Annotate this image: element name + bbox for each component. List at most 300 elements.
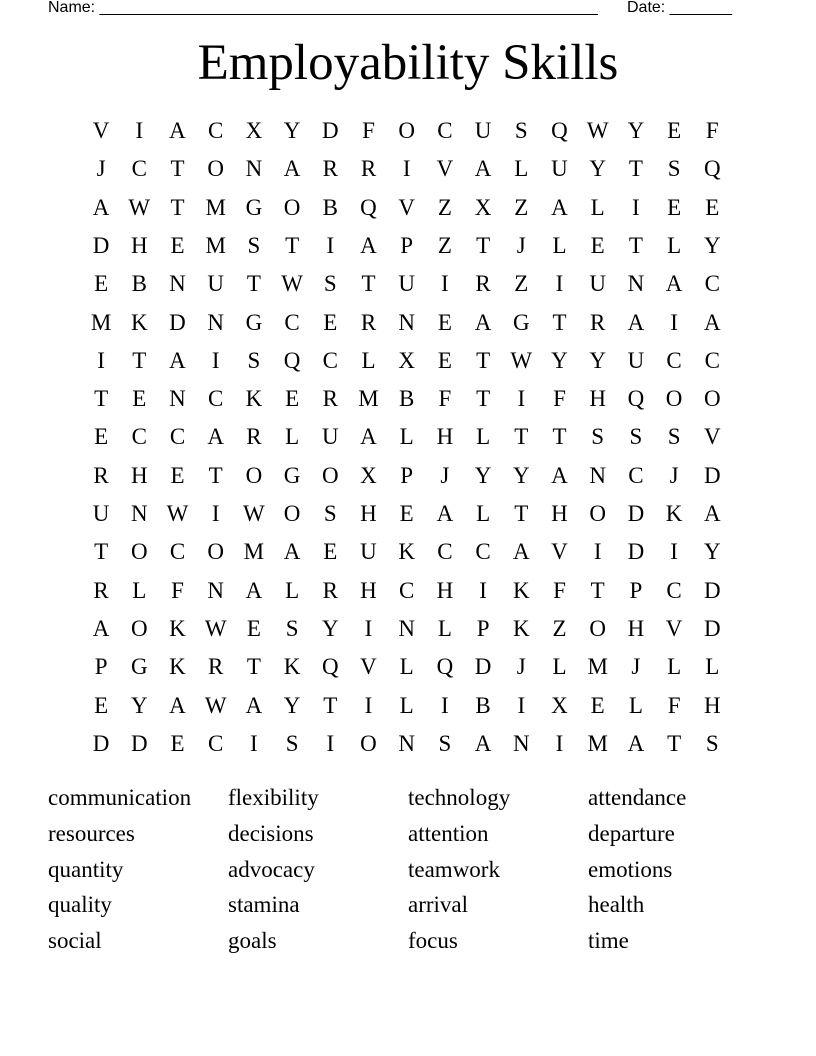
grid-letter: B — [399, 386, 415, 412]
grid-letter: L — [552, 232, 567, 258]
grid-letter: Z — [437, 232, 452, 258]
grid-letter: O — [665, 386, 683, 412]
grid-letter: Q — [703, 156, 721, 182]
grid-letter: E — [323, 309, 338, 335]
grid-letter: W — [204, 692, 227, 718]
grid-letter: T — [476, 347, 491, 373]
grid-letter: D — [474, 654, 492, 680]
grid-letter: E — [285, 386, 300, 412]
name-field: Name: ________________________________________________________ — [48, 0, 598, 16]
grid-letter: C — [704, 347, 720, 373]
grid-letter: T — [667, 730, 682, 756]
grid-letter: C — [437, 539, 453, 565]
grid-letter: S — [514, 118, 528, 143]
grid-letter: W — [166, 501, 189, 526]
grid-letter: I — [250, 730, 258, 756]
word-bank-item: resources — [48, 820, 135, 846]
grid-letter: T — [246, 271, 261, 297]
grid-letter: M — [205, 194, 226, 220]
grid-letter: W — [510, 347, 533, 373]
grid-letter: O — [360, 730, 377, 756]
word-bank-item: advocacy — [228, 856, 315, 882]
grid-letter: O — [398, 118, 415, 143]
grid-letter: N — [627, 271, 645, 297]
grid-letter: X — [551, 692, 568, 718]
grid-letter: D — [169, 309, 186, 335]
grid-letter: I — [441, 271, 449, 297]
grid-letter: D — [627, 501, 645, 526]
word-bank-column — [48, 780, 191, 959]
grid-letter: A — [207, 424, 224, 450]
grid-letter: U — [207, 271, 224, 297]
grid-letter: A — [283, 539, 301, 565]
grid-letter: F — [553, 386, 566, 412]
grid-letter: H — [627, 615, 645, 641]
grid-letter: Z — [552, 615, 567, 641]
grid-letter: A — [169, 692, 186, 718]
word-bank-item: emotions — [588, 856, 673, 882]
grid-letter: O — [130, 539, 148, 565]
grid-letter: W — [281, 271, 303, 297]
grid-letter: R — [322, 577, 338, 603]
grid-letter: E — [667, 118, 682, 143]
grid-letter: S — [323, 271, 337, 297]
grid-letter: E — [132, 386, 147, 412]
grid-letter: I — [135, 118, 144, 143]
grid-letter: E — [323, 539, 338, 565]
grid-letter: P — [476, 615, 490, 641]
word-bank-item: health — [588, 892, 645, 918]
grid-letter: R — [360, 309, 377, 335]
grid-letter: K — [512, 577, 530, 603]
grid-letter: O — [589, 501, 606, 526]
word-bank-item: flexibility — [228, 785, 319, 810]
grid-letter: V — [665, 615, 683, 641]
grid-letter: L — [399, 692, 414, 718]
grid-letter: A — [360, 232, 377, 258]
grid-letter: V — [703, 424, 721, 450]
grid-letter: O — [245, 462, 263, 488]
grid-letter: O — [130, 615, 148, 641]
grid-letter: N — [207, 309, 224, 335]
grid-letter: D — [703, 615, 721, 641]
grid-letter: D — [92, 232, 110, 258]
grid-letter: T — [170, 156, 185, 182]
grid-letter: E — [437, 347, 452, 373]
grid-letter: Q — [321, 654, 339, 680]
grid-letter: I — [364, 692, 373, 718]
grid-letter: D — [703, 577, 721, 603]
grid-letter: G — [512, 309, 530, 335]
grid-letter: S — [438, 730, 452, 756]
grid-letter: A — [703, 501, 721, 526]
grid-letter: L — [132, 577, 147, 603]
grid-letter: A — [245, 692, 263, 718]
grid-letter: E — [246, 615, 261, 641]
word-bank-item: arrival — [408, 892, 469, 918]
grid-letter: K — [245, 386, 263, 412]
grid-letter: H — [130, 462, 148, 488]
grid-letter: J — [516, 654, 526, 680]
grid-letter: L — [705, 654, 720, 680]
grid-letter: I — [211, 501, 220, 526]
grid-letter: A — [169, 118, 186, 143]
grid-letter: A — [551, 194, 568, 220]
grid-letter: T — [476, 232, 491, 258]
grid-letter: F — [362, 118, 375, 143]
grid-letter: A — [92, 615, 110, 641]
grid-letter: C — [169, 424, 186, 450]
word-bank-item: quality — [48, 892, 112, 918]
grid-letter: X — [245, 118, 263, 143]
grid-letter: I — [593, 539, 602, 565]
grid-letter: I — [479, 577, 487, 603]
grid-letter: A — [474, 730, 492, 756]
word-bank-item: time — [588, 928, 629, 954]
grid-letter: C — [666, 577, 682, 603]
grid-letter: I — [670, 309, 678, 335]
grid-letter: T — [361, 271, 376, 297]
grid-letter: M — [587, 654, 608, 680]
grid-letter: L — [514, 156, 529, 182]
grid-letter: T — [246, 654, 261, 680]
grid-letter: O — [207, 156, 224, 182]
grid-letter: W — [128, 194, 151, 220]
grid-letter: B — [131, 271, 147, 297]
grid-letter: S — [667, 156, 681, 182]
grid-letter: Y — [321, 615, 339, 641]
grid-letter: E — [705, 194, 720, 220]
grid-letter: R — [360, 156, 377, 182]
grid-letter: F — [553, 577, 566, 603]
grid-letter: A — [512, 539, 530, 565]
grid-letter: C — [666, 347, 682, 373]
grid-letter: W — [243, 501, 265, 526]
grid-letter: C — [208, 730, 224, 756]
grid-letter: U — [589, 271, 606, 297]
grid-letter: W — [586, 118, 609, 143]
grid-letter: C — [322, 347, 338, 373]
grid-letter: A — [627, 309, 645, 335]
grid-letter: T — [94, 386, 109, 412]
grid-letter: K — [512, 615, 530, 641]
grid-letter: O — [321, 462, 339, 488]
grid-letter: F — [667, 692, 681, 718]
grid-letter: E — [170, 462, 185, 488]
grid-letter: V — [398, 194, 415, 220]
grid-letter: T — [590, 577, 605, 603]
grid-letter: L — [399, 654, 414, 680]
grid-letter: O — [283, 501, 301, 526]
grid-letter: J — [440, 462, 450, 488]
grid-letter: C — [284, 309, 300, 335]
grid-letter: I — [326, 232, 335, 258]
grid-letter: N — [245, 156, 263, 182]
grid-letter: F — [438, 386, 452, 412]
grid-letter: L — [552, 654, 567, 680]
grid-letter: N — [589, 462, 606, 488]
grid-letter: H — [589, 386, 606, 412]
grid-letter: A — [436, 501, 454, 526]
grid-letter: N — [398, 615, 415, 641]
grid-letter: Y — [474, 462, 492, 488]
grid-letter: V — [551, 539, 568, 565]
grid-letter: A — [169, 347, 186, 373]
grid-letter: I — [211, 347, 220, 373]
grid-letter: S — [247, 347, 261, 373]
grid-letter: H — [360, 501, 377, 526]
grid-letter: G — [283, 462, 301, 488]
grid-letter: K — [398, 539, 415, 565]
grid-letter: J — [516, 232, 526, 258]
grid-letter: H — [130, 232, 148, 258]
grid-letter: Z — [437, 194, 452, 220]
grid-letter: T — [208, 462, 223, 488]
grid-letter: E — [667, 194, 682, 220]
grid-letter: T — [170, 194, 185, 220]
word-bank-column — [588, 780, 686, 959]
grid-letter: L — [628, 692, 643, 718]
grid-letter: M — [587, 730, 608, 756]
grid-letter: X — [474, 194, 492, 220]
grid-letter: V — [92, 118, 110, 143]
word-bank-item: decisions — [228, 820, 314, 846]
grid-letter: U — [627, 347, 645, 373]
word-bank-column — [408, 780, 510, 959]
grid-letter: O — [703, 386, 721, 412]
grid-letter: T — [132, 347, 147, 373]
grid-letter: A — [360, 424, 377, 450]
grid-letter: Z — [514, 271, 529, 297]
grid-letter: D — [703, 462, 721, 488]
grid-letter: I — [517, 692, 526, 718]
grid-letter: N — [130, 501, 148, 526]
grid-letter: E — [399, 501, 414, 526]
grid-letter: O — [589, 615, 606, 641]
word-bank-item: departure — [588, 820, 675, 846]
grid-letter: I — [632, 194, 640, 220]
grid-letter: C — [208, 386, 224, 412]
grid-letter: E — [170, 232, 185, 258]
grid-letter: N — [512, 730, 530, 756]
grid-letter: U — [92, 501, 110, 526]
grid-letter: L — [399, 424, 414, 450]
grid-letter: D — [92, 730, 110, 756]
grid-letter: I — [555, 271, 564, 297]
grid-letter: R — [93, 577, 109, 603]
grid-letter: H — [360, 577, 377, 603]
grid-letter: E — [590, 692, 605, 718]
grid-letter: R — [590, 309, 606, 335]
grid-letter: A — [703, 309, 721, 335]
grid-letter: Y — [627, 118, 645, 143]
grid-letter: L — [285, 577, 300, 603]
word-bank-item: focus — [408, 928, 458, 954]
grid-letter: Z — [514, 194, 529, 220]
grid-letter: T — [514, 501, 529, 526]
grid-letter: D — [321, 118, 339, 143]
grid-letter: P — [400, 232, 414, 258]
grid-letter: T — [628, 232, 643, 258]
grid-letter: J — [631, 654, 641, 680]
grid-letter: K — [130, 309, 148, 335]
grid-letter: N — [398, 730, 415, 756]
grid-letter: Q — [627, 386, 645, 412]
grid-letter: R — [322, 386, 338, 412]
grid-letter: Y — [589, 347, 606, 373]
grid-letter: J — [669, 462, 679, 488]
grid-letter: I — [97, 347, 105, 373]
grid-letter: R — [475, 271, 491, 297]
word-bank-item: teamwork — [408, 856, 500, 882]
grid-letter: G — [130, 654, 148, 680]
grid-letter: Y — [130, 692, 148, 718]
grid-letter: N — [207, 577, 224, 603]
grid-letter: P — [94, 654, 108, 680]
grid-letter: K — [283, 654, 301, 680]
grid-letter: Y — [703, 539, 721, 565]
grid-letter: A — [474, 156, 492, 182]
grid-letter: L — [476, 424, 491, 450]
grid-letter: P — [629, 577, 643, 603]
grid-letter: T — [323, 692, 338, 718]
grid-letter: W — [204, 615, 227, 641]
grid-letter: K — [169, 654, 186, 680]
grid-letter: L — [476, 501, 491, 526]
grid-letter: C — [437, 118, 453, 143]
grid-letter: P — [400, 462, 414, 488]
grid-letter: C — [704, 271, 720, 297]
grid-letter: I — [326, 730, 335, 756]
grid-letter: E — [170, 730, 185, 756]
grid-letter: O — [283, 194, 301, 220]
grid-letter: G — [245, 309, 263, 335]
grid-letter: I — [364, 615, 373, 641]
grid-letter: A — [474, 309, 492, 335]
grid-letter: S — [591, 424, 605, 450]
grid-letter: M — [90, 309, 112, 335]
grid-letter: D — [627, 539, 645, 565]
grid-letter: I — [555, 730, 564, 756]
grid-letter: Y — [512, 462, 530, 488]
grid-letter: I — [670, 539, 678, 565]
grid-letter: A — [551, 462, 568, 488]
grid-letter: T — [514, 424, 529, 450]
grid-letter: R — [322, 156, 338, 182]
word-bank-item: attention — [408, 820, 489, 846]
grid-letter: T — [552, 309, 567, 335]
word-bank-item: goals — [228, 928, 277, 954]
grid-letter: C — [475, 539, 491, 565]
grid-letter: C — [131, 424, 147, 450]
grid-letter: N — [398, 309, 415, 335]
grid-letter: H — [436, 424, 454, 450]
grid-letter: A — [283, 156, 301, 182]
grid-letter: U — [551, 156, 568, 182]
grid-letter: C — [399, 577, 415, 603]
grid-letter: S — [285, 615, 299, 641]
grid-letter: I — [517, 386, 526, 412]
word-bank-item: technology — [408, 785, 511, 810]
grid-letter: H — [551, 501, 568, 526]
grid-letter: Y — [283, 692, 301, 718]
grid-letter: H — [436, 577, 454, 603]
grid-letter: Y — [703, 232, 721, 258]
grid-letter: L — [437, 615, 452, 641]
grid-letter: E — [437, 309, 452, 335]
grid-letter: B — [322, 194, 338, 220]
grid-letter: A — [245, 577, 263, 603]
grid-letter: L — [361, 347, 376, 373]
grid-letter: Q — [283, 347, 301, 373]
grid-letter: G — [245, 194, 263, 220]
grid-letter: U — [321, 424, 339, 450]
grid-letter: U — [398, 271, 415, 297]
grid-letter: X — [360, 462, 377, 488]
grid-letter: A — [627, 730, 645, 756]
grid-letter: E — [94, 424, 109, 450]
grid-letter: C — [628, 462, 644, 488]
grid-letter: N — [169, 386, 186, 412]
grid-letter: L — [667, 654, 682, 680]
grid-letter: S — [705, 730, 719, 756]
grid-letter: L — [590, 194, 605, 220]
grid-letter: T — [552, 424, 567, 450]
grid-letter: E — [94, 271, 109, 297]
grid-letter: M — [358, 386, 379, 412]
grid-letter: M — [205, 232, 226, 258]
word-bank-item: social — [48, 928, 102, 954]
grid-letter: I — [402, 156, 411, 182]
grid-letter: O — [207, 539, 224, 565]
grid-letter: H — [703, 692, 721, 718]
grid-letter: K — [665, 501, 683, 526]
grid-letter: V — [360, 654, 377, 680]
grid-letter: J — [96, 156, 106, 182]
grid-letter: R — [208, 654, 224, 680]
grid-letter: F — [171, 577, 184, 603]
date-field: Date: _______ — [627, 0, 732, 16]
grid-letter: K — [169, 615, 186, 641]
grid-letter: B — [475, 692, 491, 718]
grid-letter: L — [667, 232, 682, 258]
grid-letter: T — [476, 386, 491, 412]
grid-letter: I — [441, 692, 449, 718]
grid-letter: E — [94, 692, 109, 718]
grid-letter: R — [93, 462, 109, 488]
grid-letter: F — [705, 118, 719, 143]
grid-letter: Y — [589, 156, 606, 182]
grid-letter: X — [398, 347, 415, 373]
grid-letter: T — [94, 539, 109, 565]
grid-letter: S — [323, 501, 337, 526]
grid-letter: Q — [360, 194, 377, 220]
grid-letter: D — [130, 730, 148, 756]
grid-letter: M — [243, 539, 265, 565]
grid-letter: T — [628, 156, 643, 182]
word-bank-column — [228, 780, 319, 959]
grid-letter: A — [92, 194, 110, 220]
grid-letter: U — [360, 539, 377, 565]
page-title: Employability Skills — [197, 35, 619, 91]
word-bank-item: communication — [48, 785, 192, 810]
grid-letter: E — [590, 232, 605, 258]
grid-letter: C — [169, 539, 186, 565]
grid-letter: T — [285, 232, 300, 258]
grid-letter: L — [285, 424, 300, 450]
grid-letter: Y — [283, 118, 301, 143]
word-bank-item: attendance — [588, 785, 687, 810]
